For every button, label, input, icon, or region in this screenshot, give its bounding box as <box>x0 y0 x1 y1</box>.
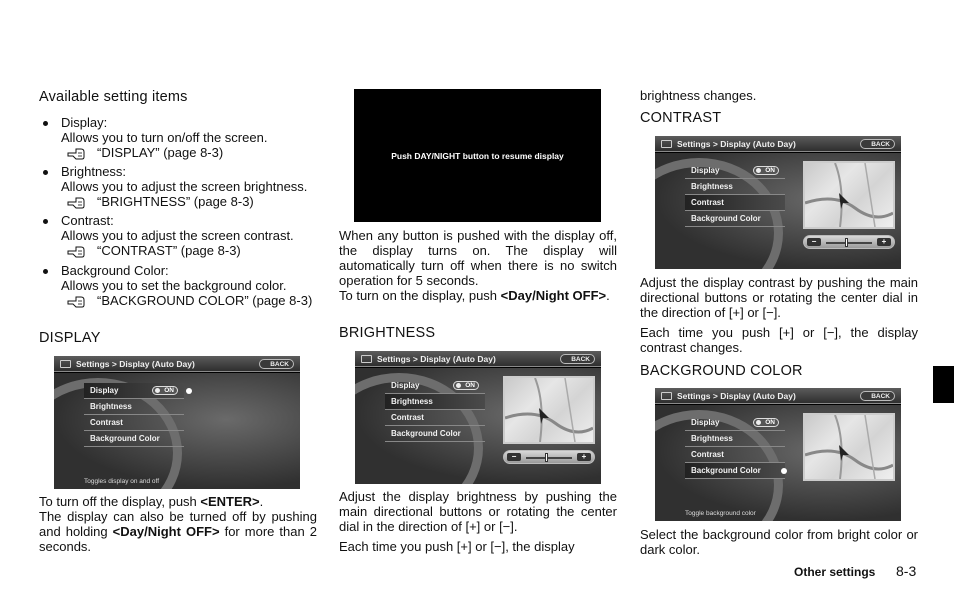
settings-menu <box>685 415 785 479</box>
back-button[interactable]: BACK <box>560 354 595 364</box>
menu-item-background-color[interactable] <box>84 431 184 447</box>
screen-title-bar <box>655 136 901 152</box>
pointing-hand-icon <box>67 244 89 258</box>
menu-item-label: Brightness <box>691 434 733 443</box>
screen-title: Settings > Display (Auto Day) <box>677 391 796 401</box>
map-preview <box>803 161 895 229</box>
resume-display-message: Push DAY/NIGHT button to resume display <box>391 151 564 161</box>
menu-item-label: Display <box>691 166 720 175</box>
display-paragraph-2: The display can also be turned off by pushing and holding <Day/Night OFF> for more than 2 seconds. <box>39 509 317 554</box>
screen-title-bar <box>655 388 901 404</box>
brightness-paragraph-2: Each time you push [+] or [−], the display <box>339 539 575 554</box>
menu-item-label: Brightness <box>391 397 433 406</box>
background-color-settings-screen <box>655 388 901 521</box>
chapter-tab <box>933 366 954 403</box>
bullet-icon <box>43 269 48 274</box>
brightness-slider[interactable] <box>503 450 595 464</box>
footer-section-name: Other settings <box>794 565 876 579</box>
background-color-heading: BACKGROUND COLOR <box>640 363 803 379</box>
settings-menu <box>385 378 485 442</box>
slider-knob[interactable] <box>545 453 548 462</box>
item-description: Allows you to adjust the screen brightness. <box>61 179 308 194</box>
item-label: Contrast: <box>61 213 114 228</box>
vehicle-arrow-icon <box>839 193 849 209</box>
menu-item-label: Contrast <box>391 413 424 422</box>
menu-item-contrast[interactable] <box>685 195 785 211</box>
menu-item-label: Background Color <box>90 434 160 443</box>
map-roads <box>505 378 593 442</box>
back-button[interactable]: BACK <box>860 391 895 401</box>
screen-title: Settings > Display (Auto Day) <box>377 354 496 364</box>
menu-icon <box>361 355 372 363</box>
menu-item-label: Background Color <box>691 466 761 475</box>
display-paragraph-4: To turn on the display, push <Day/Night OFF>. <box>339 288 610 303</box>
vehicle-arrow-icon <box>839 445 849 461</box>
screen-body <box>54 373 300 489</box>
settings-menu <box>685 163 785 227</box>
menu-item-background-color[interactable] <box>385 426 485 442</box>
on-toggle[interactable]: ON <box>152 386 178 395</box>
page-reference[interactable] <box>61 194 317 209</box>
menu-item-contrast[interactable] <box>385 410 485 426</box>
minus-button[interactable]: − <box>807 238 821 246</box>
status-text: Toggles display on and off <box>84 478 160 485</box>
bullet-icon <box>43 121 48 126</box>
menu-item-display[interactable] <box>685 415 785 431</box>
page-reference[interactable] <box>61 293 317 308</box>
map-preview <box>803 413 895 481</box>
menu-item-label: Display <box>691 418 720 427</box>
menu-icon <box>661 392 672 400</box>
plus-button[interactable]: + <box>877 238 891 246</box>
reference-text: “CONTRAST” (page 8-3) <box>97 243 241 258</box>
pointing-hand-icon <box>67 195 89 209</box>
menu-item-label: Contrast <box>691 450 724 459</box>
on-toggle[interactable]: ON <box>753 166 779 175</box>
display-heading: DISPLAY <box>39 330 101 346</box>
display-off-screen <box>354 89 601 222</box>
slider-track <box>826 242 872 244</box>
menu-item-display[interactable] <box>385 378 485 394</box>
contrast-heading: CONTRAST <box>640 110 722 126</box>
menu-icon <box>60 360 71 368</box>
bullet-icon <box>43 219 48 224</box>
item-description: Allows you to set the background color. <box>61 278 287 293</box>
item-description: Allows you to turn on/off the screen. <box>61 130 268 145</box>
menu-item-label: Display <box>90 386 119 395</box>
map-roads <box>805 163 893 227</box>
menu-item-background-color[interactable] <box>685 463 785 479</box>
bullet-icon <box>43 170 48 175</box>
page-reference[interactable] <box>61 145 317 160</box>
menu-item-label: Contrast <box>90 418 123 427</box>
brightness-heading: BRIGHTNESS <box>339 325 436 341</box>
screen-body <box>655 153 901 269</box>
menu-item-label: Background Color <box>691 214 761 223</box>
menu-item-label: Brightness <box>90 402 132 411</box>
menu-item-label: Background Color <box>391 429 461 438</box>
vehicle-arrow-icon <box>539 408 549 424</box>
contrast-slider[interactable] <box>803 235 895 249</box>
pointing-hand-icon <box>67 294 89 308</box>
slider-track <box>526 457 572 459</box>
menu-item-label: Display <box>391 381 420 390</box>
menu-item-display[interactable] <box>685 163 785 179</box>
map-roads <box>805 415 893 479</box>
brightness-paragraph-1: Adjust the display brightness by pushing the main directional buttons or rotating the center dial in the direction of [+] or [−]. <box>339 489 617 534</box>
menu-item-brightness[interactable] <box>685 179 785 195</box>
screen-body <box>655 405 901 521</box>
settings-menu <box>84 383 184 447</box>
on-toggle[interactable]: ON <box>753 418 779 427</box>
brightness-paragraph-continued: brightness changes. <box>640 88 757 103</box>
screen-title-bar <box>355 351 601 367</box>
page-number: 8-3 <box>896 563 917 579</box>
reference-text: “BRIGHTNESS” (page 8-3) <box>97 194 254 209</box>
menu-item-contrast[interactable] <box>84 415 184 431</box>
brightness-settings-screen <box>355 351 601 484</box>
on-toggle[interactable]: ON <box>453 381 479 390</box>
menu-item-contrast[interactable] <box>685 447 785 463</box>
selection-dot-icon <box>186 388 192 394</box>
reference-text: “BACKGROUND COLOR” (page 8-3) <box>97 293 313 308</box>
status-text: Toggle background color <box>685 510 756 517</box>
item-label: Brightness: <box>61 164 127 179</box>
pointing-hand-icon <box>67 146 89 160</box>
plus-button[interactable]: + <box>577 453 591 461</box>
back-button[interactable]: BACK <box>259 359 294 369</box>
reference-text: “DISPLAY” (page 8-3) <box>97 145 224 160</box>
display-paragraph-3: When any button is pushed with the display off, the display turns on. The display will automatically turn off when there is no switch operation for 5 seconds. <box>339 228 617 288</box>
screen-title: Settings > Display (Auto Day) <box>76 359 195 369</box>
menu-item-brightness[interactable] <box>685 431 785 447</box>
screen-title-bar <box>54 356 300 372</box>
contrast-settings-screen <box>655 136 901 269</box>
menu-item-label: Contrast <box>691 198 724 207</box>
back-button[interactable]: BACK <box>860 139 895 149</box>
menu-item-background-color[interactable] <box>685 211 785 227</box>
selection-dot-icon <box>781 468 787 474</box>
screen-body <box>355 368 601 484</box>
item-label: Display: <box>61 115 108 130</box>
contrast-paragraph-1: Adjust the display contrast by pushing the main directional buttons or rotating the center dial in the direction of [+] or [−]. <box>640 275 918 320</box>
menu-item-brightness[interactable] <box>385 394 485 410</box>
item-label: Background Color: <box>61 263 169 278</box>
slider-knob[interactable] <box>845 238 848 247</box>
page-reference[interactable] <box>61 243 317 258</box>
menu-item-label: Brightness <box>691 182 733 191</box>
menu-icon <box>661 140 672 148</box>
minus-button[interactable]: − <box>507 453 521 461</box>
screen-title: Settings > Display (Auto Day) <box>677 139 796 149</box>
map-preview <box>503 376 595 444</box>
contrast-paragraph-2: Each time you push [+] or [−], the display contrast changes. <box>640 325 918 355</box>
section-title: Available setting items <box>39 89 188 105</box>
display-settings-screen <box>54 356 300 489</box>
background-color-paragraph: Select the background color from bright color or dark color. <box>640 527 918 557</box>
menu-item-brightness[interactable] <box>84 399 184 415</box>
item-description: Allows you to adjust the screen contrast. <box>61 228 294 243</box>
menu-item-display[interactable] <box>84 383 184 399</box>
display-paragraph-1: To turn off the display, push <ENTER>. <box>39 494 264 509</box>
